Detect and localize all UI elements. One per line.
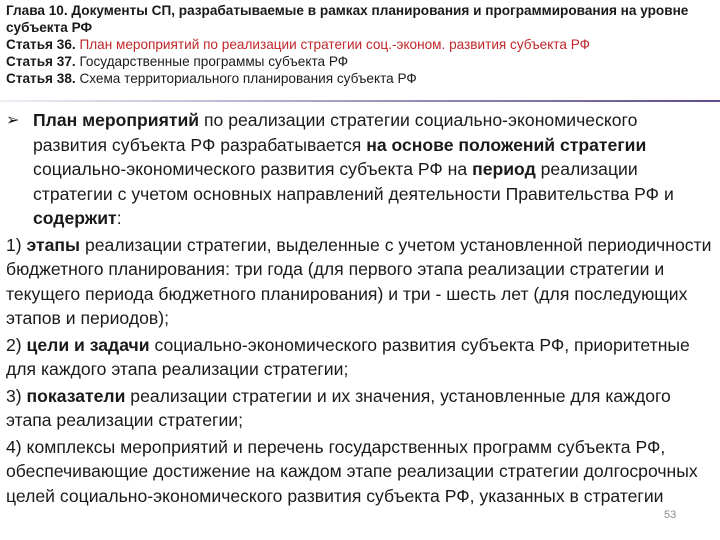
header-divider [0,100,720,102]
lead-term: План мероприятий [33,110,200,130]
item-number: 2) [6,334,27,355]
item-term: цели и задачи [26,334,150,355]
lead-text: социально-экономического развития субъекта РФ на [33,159,473,179]
arrow-bullet-icon: ➢ [6,112,20,129]
page-number: 53 [664,509,677,521]
article-label: Статья 37. [6,54,76,69]
lead-emphasis: содержит [33,208,117,228]
lead-emphasis: период [472,159,536,179]
article-title: Схема территориального планирования субъекта РФ [79,71,417,86]
lead-text: реализации стратегии с учетом основных направлений деятельности Правительства РФ и [33,159,674,204]
item-text: реализации стратегии и их значения, установленные для каждого этапа реализации стратегии; [6,385,671,430]
article-title: План мероприятий по реализации стратегии соц.-эконом. развития субъекта РФ [79,37,590,52]
article-title: Государственные программы субъекта РФ [79,54,349,69]
list-item [6,233,714,331]
lead-text: : [116,208,122,228]
article-37 [6,53,714,70]
list-item [6,435,714,509]
article-label: Статья 38. [6,71,76,86]
chapter-title: Глава 10. Документы СП, разрабатываемые в рамках планирования и программирования на уровне субъекта РФ [6,3,689,35]
item-number: 3) [6,385,27,406]
list-item [6,384,714,433]
item-term: показатели [26,385,126,406]
article-36 [6,36,714,53]
slide-header [6,2,714,87]
list-item [6,333,714,382]
item-number: 1) [6,234,27,255]
article-label: Статья 36. [6,37,76,52]
lead-paragraph [6,108,714,231]
item-text: комплексы мероприятий и перечень государственных программ субъекта РФ, обеспечивающие достижение на каждом этапе реализации стратегии долгосрочных целей социально-экономического развития субъекта РФ, указанных в стратегии [6,436,698,506]
item-term: этапы [26,234,81,255]
lead-text: по реализации стратегии социально-экономического развития субъекта РФ разрабатывается [33,110,638,155]
slide-body [6,108,714,508]
item-text: социально-экономического развития субъекта РФ, приоритетные для каждого этапа реализации стратегии; [6,334,690,379]
article-38 [6,70,714,87]
lead-emphasis: на основе положений стратегии [366,134,647,155]
item-text: реализации стратегии, выделенные с учетом установленной периодичности бюджетного планирования: три года (для первого этапа реализации стратегии и текущего периода бюджетного планирования) и три - шесть лет (для последующих этапов и периодов); [6,234,712,328]
item-number: 4) [6,436,27,457]
